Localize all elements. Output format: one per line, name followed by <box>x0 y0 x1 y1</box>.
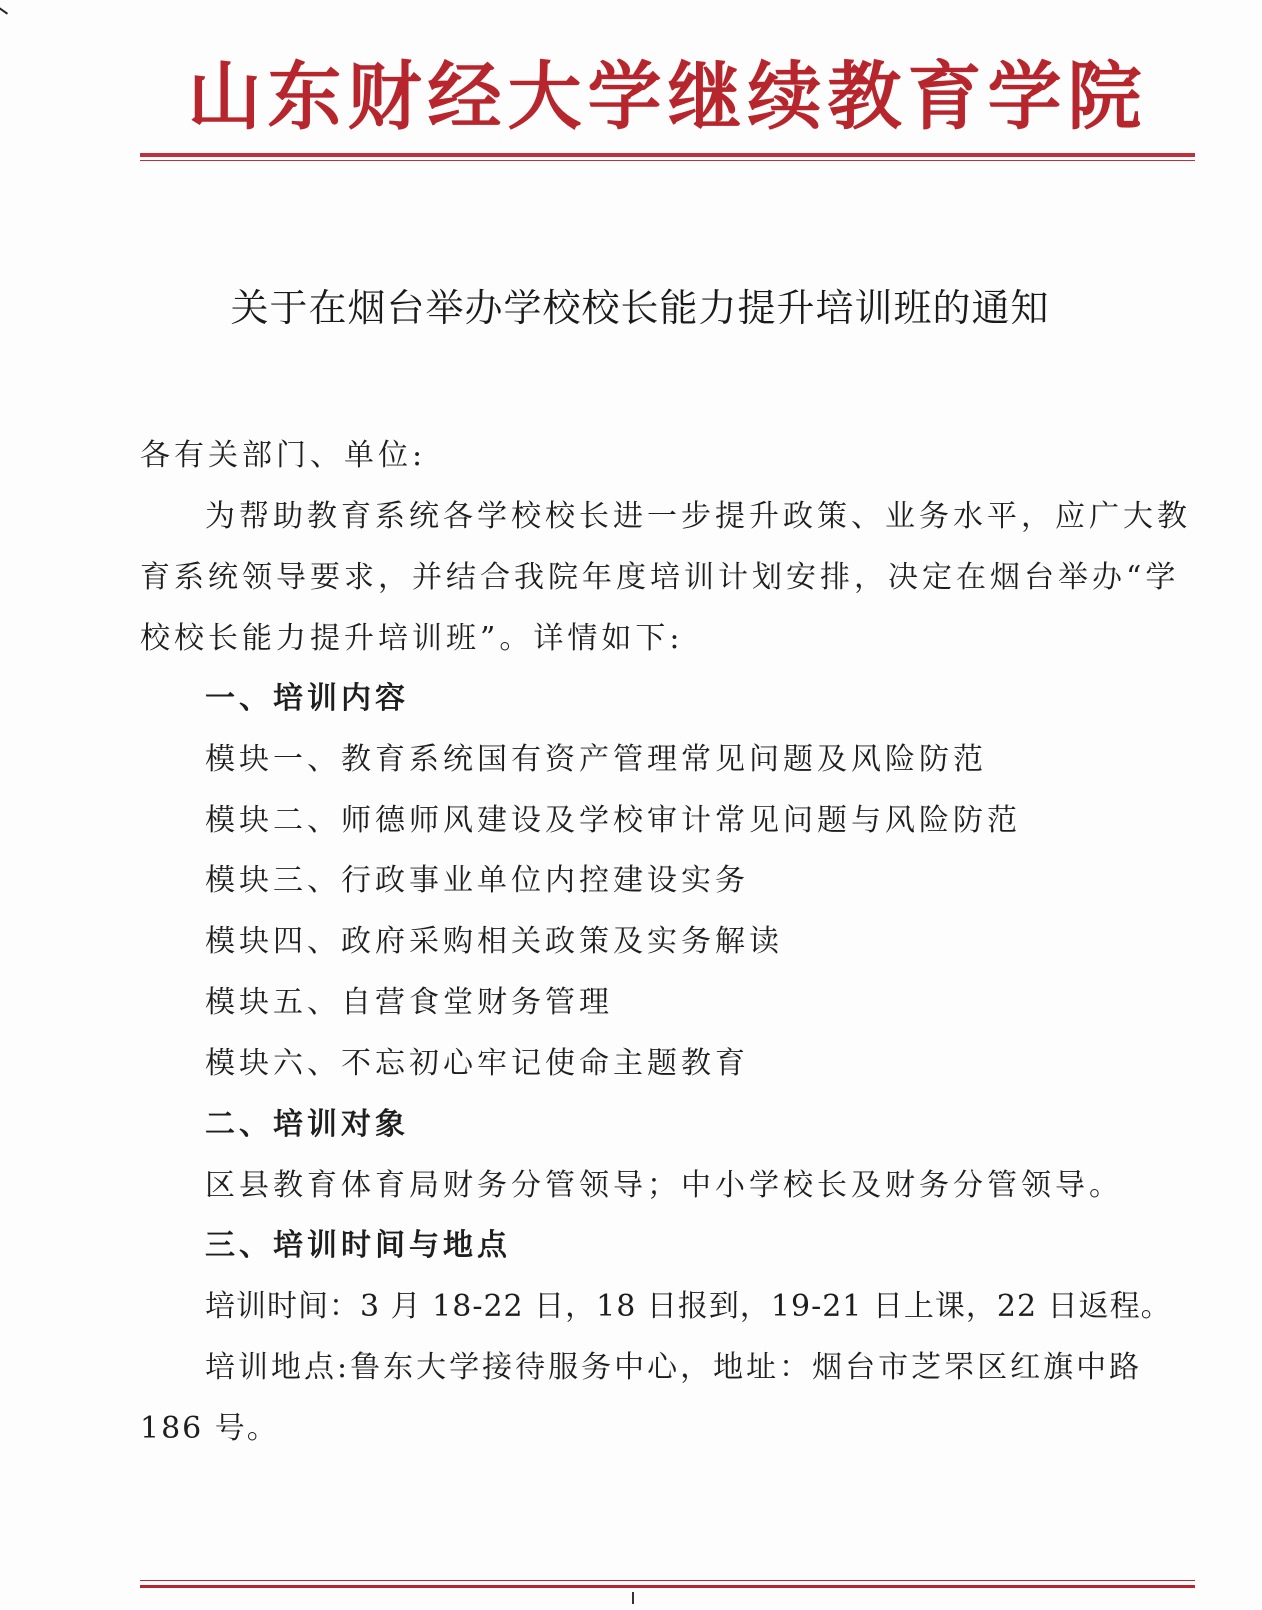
letterhead-rule <box>140 153 1195 157</box>
letterhead-rule-thin <box>140 160 1195 161</box>
section-2-text: 区县教育体育局财务分管领导；中小学校长及财务分管领导。 <box>205 1168 1123 1203</box>
salutation: 各有关部门、单位: <box>140 438 427 473</box>
intro-line-1: 为帮助教育系统各学校校长进一步提升政策、业务水平，应广大教 <box>205 499 1191 534</box>
module-item: 模块一、教育系统国有资产管理常见问题及风险防范 <box>205 742 987 777</box>
training-time: 培训时间：3 月 18-22 日，18 日报到，19-21 日上课，22 日返程。 <box>205 1289 1172 1324</box>
training-location-line-1: 培训地点:鲁东大学接待服务中心，地址：烟台市芝罘区红旗中路 <box>205 1350 1143 1385</box>
module-item: 模块二、师德师风建设及学校审计常见问题与风险防范 <box>205 803 1021 838</box>
footer-rule <box>140 1585 1195 1588</box>
module-item: 模块三、行政事业单位内控建设实务 <box>205 863 749 898</box>
page-tick-mark <box>632 1592 634 1604</box>
module-item: 模块五、自营食堂财务管理 <box>205 985 613 1020</box>
footer-rule-thin <box>140 1580 1195 1581</box>
notice-title: 关于在烟台举办学校校长能力提升培训班的通知 <box>230 286 1050 330</box>
module-item: 模块四、政府采购相关政策及实务解读 <box>205 924 783 959</box>
module-item: 模块六、不忘初心牢记使命主题教育 <box>205 1046 749 1081</box>
section-3-heading: 三、培训时间与地点 <box>205 1228 511 1263</box>
scan-corner-mark <box>0 0 11 15</box>
section-2-heading: 二、培训对象 <box>205 1107 409 1142</box>
intro-line-3: 校校长能力提升培训班”。详情如下: <box>140 621 684 656</box>
section-1-heading: 一、培训内容 <box>205 681 409 716</box>
training-location-line-2: 186 号。 <box>140 1411 279 1446</box>
intro-line-2: 育系统领导要求，并结合我院年度培训计划安排，决定在烟台举办“学 <box>140 560 1180 595</box>
letterhead-title: 山东财经大学继续教育学院 <box>187 54 1148 140</box>
